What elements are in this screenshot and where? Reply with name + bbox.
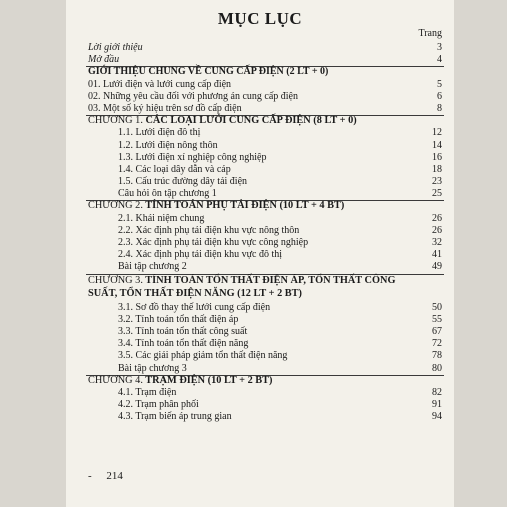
page-number: 214	[106, 470, 123, 482]
toc-entry-label: 01. Lưới điện và lưới cung cấp điện	[88, 78, 232, 90]
toc-entry	[66, 363, 454, 375]
toc-entry	[66, 164, 454, 176]
toc-page-number: 3	[437, 42, 442, 53]
toc-entry-label: 2.3. Xác định phụ tải điện khu vực công nghiệp	[118, 237, 309, 248]
toc-entry	[66, 302, 454, 314]
toc-page-number: 55	[432, 313, 442, 325]
toc-entry-label	[88, 115, 357, 127]
toc-entry	[66, 176, 454, 188]
toc-entry	[66, 152, 454, 164]
toc-entry	[66, 213, 454, 225]
toc-entry	[66, 326, 454, 338]
toc-page-number: 82	[432, 386, 442, 398]
toc-entry	[66, 399, 454, 411]
toc-entry	[66, 314, 454, 326]
toc-entry-label: GIỚI THIỆU CHUNG VỀ CUNG CẤP ĐIỆN (2 LT + 0)	[88, 66, 329, 78]
toc-entry	[66, 225, 454, 237]
toc-page-number: 16	[432, 151, 442, 163]
toc-page-number: 78	[432, 350, 442, 362]
toc-page-number: 5	[437, 78, 442, 90]
page-column-header: Trang	[418, 28, 442, 39]
toc-entry-label: 02. Những yêu cầu đối với phương án cung cấp điện	[88, 90, 298, 102]
toc-page-number: 4	[437, 54, 442, 66]
toc-entry-label: 1.3. Lưới điện xí nghiệp công nghiệp	[118, 151, 267, 163]
toc-page-number: 25	[432, 188, 442, 200]
toc-page-number: 72	[432, 338, 442, 350]
chapter-number: CHƯƠNG 2.	[88, 200, 143, 212]
toc-entry-label: Mở đầu	[88, 54, 120, 66]
toc-page-number: 41	[432, 249, 442, 261]
toc-entry	[66, 127, 454, 139]
toc-entry-label: 3.2. Tính toán tổn thất điện áp	[118, 313, 239, 325]
toc-entry-label: 1.2. Lưới điện nông thôn	[118, 139, 218, 151]
toc-entry-label: 4.2. Trạm phân phối	[118, 399, 199, 411]
chapter-title: CÁC LOẠI LƯỚI CUNG CẤP ĐIỆN (8 LT + 0)	[145, 115, 357, 127]
footer-mark: -	[88, 470, 92, 482]
toc-entry-label: Câu hỏi ôn tập chương 1	[118, 188, 217, 200]
toc-entry-label: 1.1. Lưới điện đô thị	[118, 127, 201, 139]
toc-page-number: 67	[432, 325, 442, 337]
toc-entry	[66, 338, 454, 350]
toc-entry-label	[88, 200, 344, 212]
page-footer	[88, 470, 123, 482]
toc-entry	[66, 188, 454, 200]
toc-entry	[66, 237, 454, 249]
toc-entry-label: 1.4. Các loại dây dẫn và cáp	[118, 163, 231, 175]
toc-entry	[66, 261, 454, 273]
toc-chapter-heading	[66, 375, 454, 387]
toc-entry-label: 3.3. Tính toán tổn thất công suất	[118, 325, 248, 337]
toc-entry-label: 3.4. Tính toán tổn thất điện năng	[118, 338, 249, 350]
toc-page-number: 49	[432, 261, 442, 273]
toc-entry-label: 1.5. Cấu trúc đường dây tải điện	[118, 176, 248, 188]
toc-entry	[66, 42, 454, 54]
toc-entry-label: Bài tập chương 2	[118, 261, 187, 273]
toc-entry-label: 4.1. Trạm điện	[118, 386, 177, 398]
toc-page-number: 12	[432, 127, 442, 139]
toc-entry	[66, 387, 454, 399]
toc-page-number: 6	[437, 90, 442, 102]
chapter-number: CHƯƠNG 4.	[88, 374, 143, 386]
toc-entry	[66, 54, 454, 66]
toc-entry	[66, 66, 454, 78]
toc-chapter-heading	[66, 274, 454, 302]
toc-page-number: 14	[432, 139, 442, 151]
toc-page-number: 94	[432, 411, 442, 423]
chapter-title: TRẠM ĐIỆN (10 LT + 2 BT)	[145, 374, 273, 386]
toc-chapter-heading	[66, 200, 454, 212]
toc-entry-label	[88, 375, 272, 387]
toc-page-number: 26	[432, 212, 442, 224]
toc-page-number: 26	[432, 224, 442, 236]
toc-entry	[66, 350, 454, 362]
toc-entry-label: Lời giới thiệu	[88, 42, 143, 53]
toc-entry-label: 2.1. Khái niệm chung	[118, 212, 205, 224]
toc-page-number: 18	[432, 163, 442, 175]
table-of-contents	[66, 42, 454, 423]
toc-entry	[66, 140, 454, 152]
toc-entry-label: 2.2. Xác định phụ tải điện khu vực nông thôn	[118, 224, 300, 236]
toc-entry	[66, 249, 454, 261]
toc-page-number: 80	[432, 362, 442, 374]
chapter-number: CHƯƠNG 3.	[88, 274, 143, 286]
toc-entry-label: 2.4. Xác định phụ tải điện khu vực đô thị	[118, 249, 283, 261]
toc-entry	[66, 103, 454, 115]
toc-entry-label: 3.5. Các giải pháp giảm tổn thất điện năng	[118, 350, 288, 362]
chapter-number: CHƯƠNG 1.	[88, 115, 143, 127]
toc-entry	[66, 79, 454, 91]
toc-page-number: 50	[432, 301, 442, 313]
toc-entry	[66, 91, 454, 103]
toc-entry-label: Bài tập chương 3	[118, 362, 187, 374]
toc-chapter-heading	[66, 115, 454, 127]
toc-entry-label: 3.1. Sơ đồ thay thế lưới cung cấp điện	[118, 301, 271, 313]
toc-entry-label: 4.3. Trạm biến áp trung gian	[118, 411, 232, 423]
chapter-title: TÍNH TOÁN TỔN THẤT ĐIỆN ÁP, TỔN THẤT CÔNG SUẤT, TỔN THẤT ĐIỆN NĂNG (12 LT + 2 BT)	[88, 274, 396, 299]
toc-page-number: 32	[432, 237, 442, 248]
toc-entry	[66, 411, 454, 423]
toc-page-number: 23	[432, 176, 442, 188]
toc-entry-label	[88, 274, 418, 300]
page-title: MỤC LỤC	[217, 9, 303, 28]
toc-page-number: 8	[437, 102, 442, 114]
chapter-title: TÍNH TOÁN PHỤ TẢI ĐIỆN (10 LT + 4 BT)	[145, 200, 345, 212]
book-page	[66, 0, 454, 507]
toc-entry-label: 03. Một số ký hiệu trên sơ đồ cấp điện	[88, 102, 242, 114]
toc-page-number: 91	[432, 399, 442, 411]
